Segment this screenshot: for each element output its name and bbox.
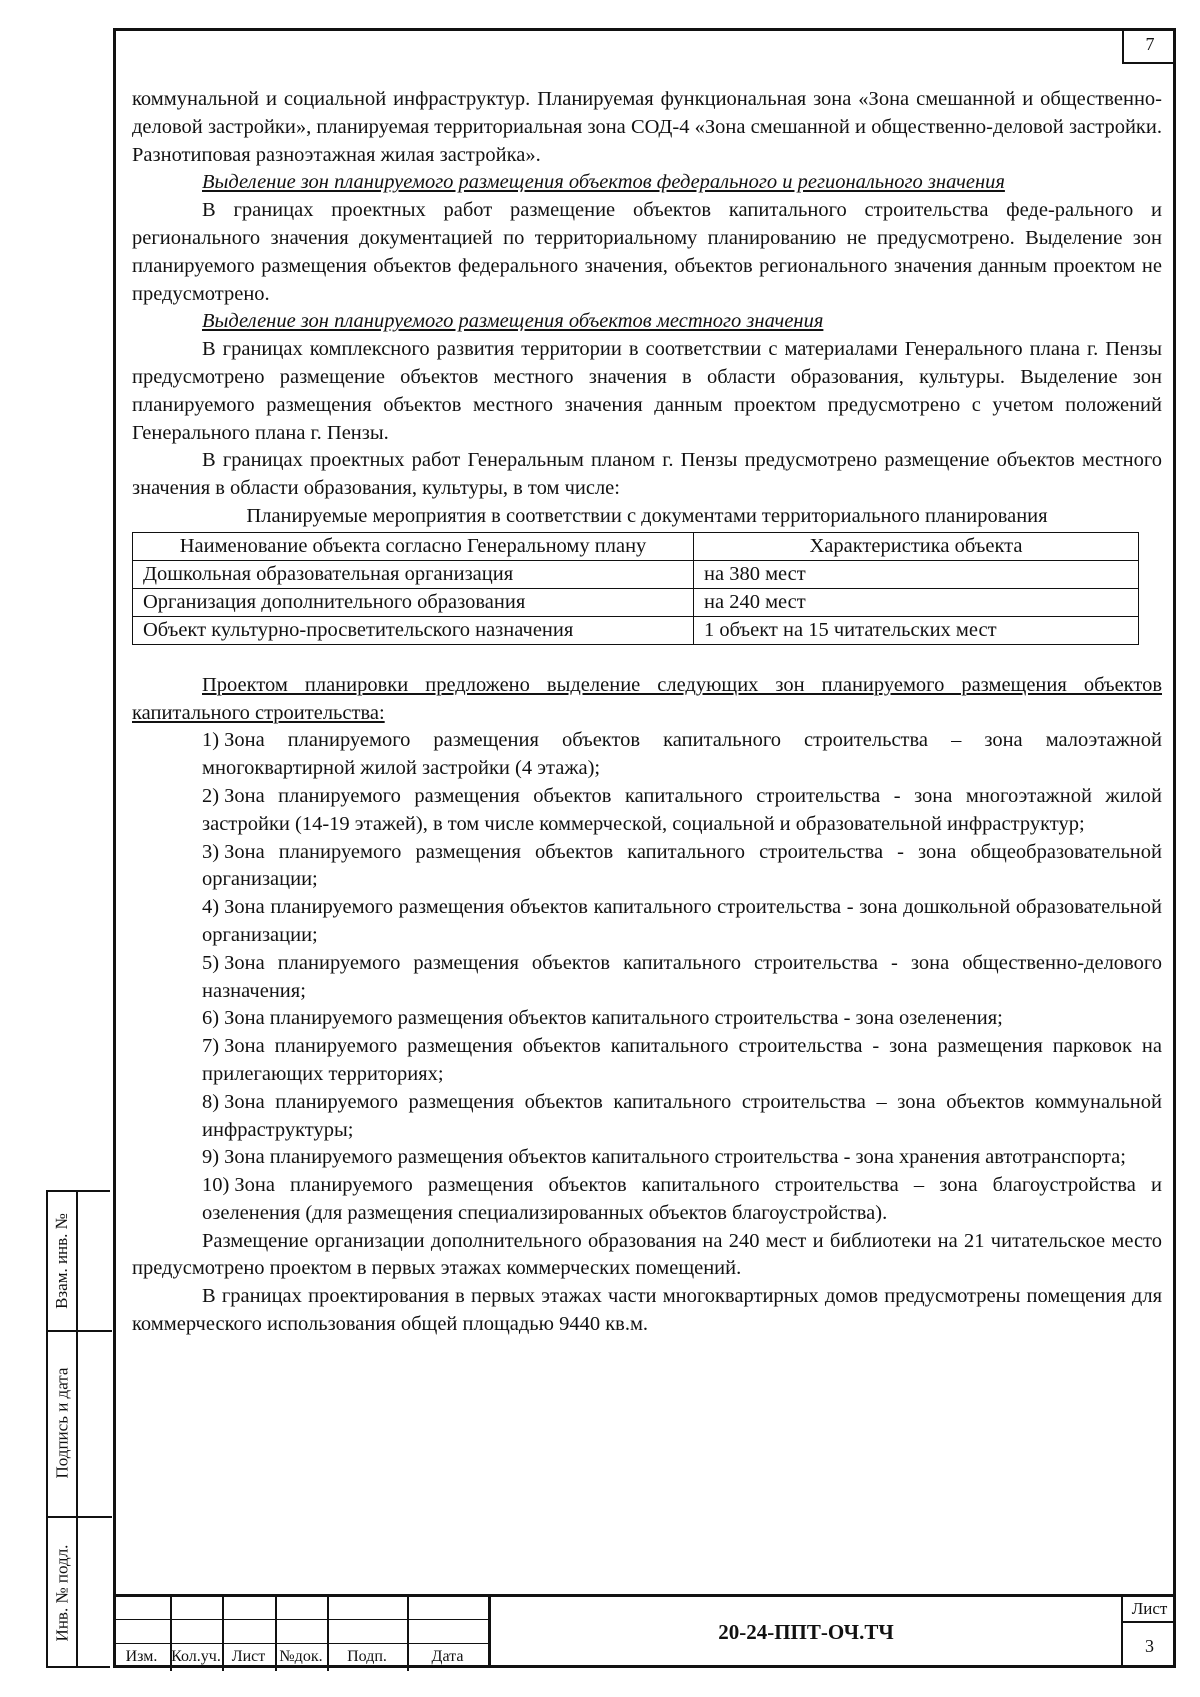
section-federal-text: В границах проектных работ размещение объектов капитального строительства феде-рального и регионального значения документацией по территориальному планированию не предусмотрено. Выделение зон планируемого размещения объектов федерального значения, объектов регионального значения данным проектом не предусмотрено.	[132, 199, 1162, 305]
page-number: 7	[1122, 28, 1176, 64]
table-cell: Организация дополнительного образования	[133, 588, 694, 616]
list-item: 1) Зона планируемого размещения объектов капитального строительства – зона малоэтажной многоквартирной жилой застройки (4 этажа);	[202, 729, 1162, 780]
col-ndok: №док.	[279, 1648, 323, 1665]
col-koluch: Кол.уч.	[171, 1648, 221, 1665]
table-cell: на 380 мест	[694, 560, 1139, 588]
document-body	[132, 86, 1162, 1339]
sheet-box	[1121, 1594, 1176, 1668]
col-data: Дата	[431, 1648, 464, 1665]
table-cell: Объект культурно-просветительского назначения	[133, 616, 694, 644]
sheet-label: Лист	[1123, 1597, 1176, 1623]
col-izm: Изм.	[125, 1648, 158, 1665]
col-list: Лист	[231, 1648, 266, 1665]
section-heading-local: Выделение зон планируемого размещения объектов местного значения	[202, 310, 824, 333]
table-row	[133, 560, 1139, 588]
list-item: 4) Зона планируемого размещения объектов капитального строительства - зона дошкольной образовательной организации;	[202, 896, 1162, 946]
sheet-number: 3	[1145, 1636, 1154, 1656]
section-heading-federal: Выделение зон планируемого размещения объектов федерального и регионального значения	[202, 171, 1005, 194]
stamp-vzam-inv: Взам. инв. №	[52, 1213, 71, 1309]
list-item: 9) Зона планируемого размещения объектов капитального строительства - зона хранения автотранспорта;	[202, 1146, 1126, 1169]
section-local-text-1: В границах комплексного развития территории в соответствии с материалами Генерального плана г. Пензы предусмотрено размещение объектов местного значения в области образования, культуры. Выделение зон планируемого размещения объектов местного значения данным проектом предусмотрено с учетом положений Генерального плана г. Пензы.	[132, 338, 1162, 444]
list-item: 7) Зона планируемого размещения объектов капитального строительства - зона размещения парковок на прилегающих территориях;	[202, 1035, 1162, 1085]
table-caption: Планируемые мероприятия в соответствии с документами территориального планирования	[246, 504, 1048, 527]
stamp-signature-date: Подпись и дата	[52, 1367, 71, 1479]
revision-grid	[113, 1594, 488, 1668]
zones-list	[132, 727, 1162, 1227]
list-item: 5) Зона планируемого размещения объектов капитального строительства - зона общественно-делового назначения;	[202, 951, 1162, 1002]
table-cell: 1 объект на 15 читательских мест	[694, 616, 1139, 644]
list-item: 6) Зона планируемого размещения объектов капитального строительства - зона озеленения;	[202, 1007, 1003, 1030]
table-header-cell: Наименование объекта согласно Генеральному плану	[133, 532, 694, 560]
document-code: 20-24-ППТ-ОЧ.ТЧ	[488, 1594, 1121, 1668]
table-header-row	[133, 532, 1139, 560]
closing-paragraph-2: В границах проектирования в первых этажах части многоквартирных домов предусмотрены помещения для коммерческого использования общей площадью 9440 кв.м.	[132, 1285, 1162, 1336]
planned-objects-table	[132, 532, 1139, 645]
side-stamp	[46, 1190, 110, 1668]
zones-intro: Проектом планировки предложено выделение следующих зон планируемого размещения объектов капитального строительства:	[132, 673, 1162, 724]
list-item: 3) Зона планируемого размещения объектов капитального строительства - зона общеобразовательной организации;	[202, 840, 1162, 891]
list-item: 8) Зона планируемого размещения объектов капитального строительства – зона объектов коммунальной инфраструктуры;	[202, 1090, 1162, 1141]
list-item: 2) Зона планируемого размещения объектов капитального строительства - зона многоэтажной жилой застройки (14-19 этажей), в том числе коммерческой, социальной и образовательной инфраструктур;	[202, 784, 1162, 835]
stamp-inv-podl: Инв. № подл.	[52, 1544, 71, 1642]
table-row	[133, 616, 1139, 644]
closing-paragraph-1: Размещение организации дополнительного образования на 240 мест и библиотеки на 21 читательское место предусмотрено проектом в первых этажах коммерческих помещений.	[132, 1229, 1162, 1280]
table-cell: на 240 мест	[694, 588, 1139, 616]
col-podp: Подп.	[347, 1648, 387, 1665]
table-cell: Дошкольная образовательная организация	[133, 560, 694, 588]
table-row	[133, 588, 1139, 616]
table-header-cell: Характеристика объекта	[694, 532, 1139, 560]
intro-paragraph: коммунальной и социальной инфраструктур. Планируемая функциональная зона «Зона смешанной и общественно-деловой застройки», планируемая территориальная зона СОД-4 «Зона смешанной и общественно-деловой застройки. Разнотиповая разноэтажная жилая застройка».	[132, 88, 1162, 166]
section-local-text-2: В границах проектных работ Генеральным планом г. Пензы предусмотрено размещение объектов местного значения в области образования, культуры, в том числе:	[132, 449, 1162, 500]
list-item: 10) Зона планируемого размещения объектов капитального строительства – зона благоустройства и озеленения (для размещения специализированных объектов благоустройства).	[202, 1174, 1162, 1224]
title-block	[113, 1594, 1176, 1668]
